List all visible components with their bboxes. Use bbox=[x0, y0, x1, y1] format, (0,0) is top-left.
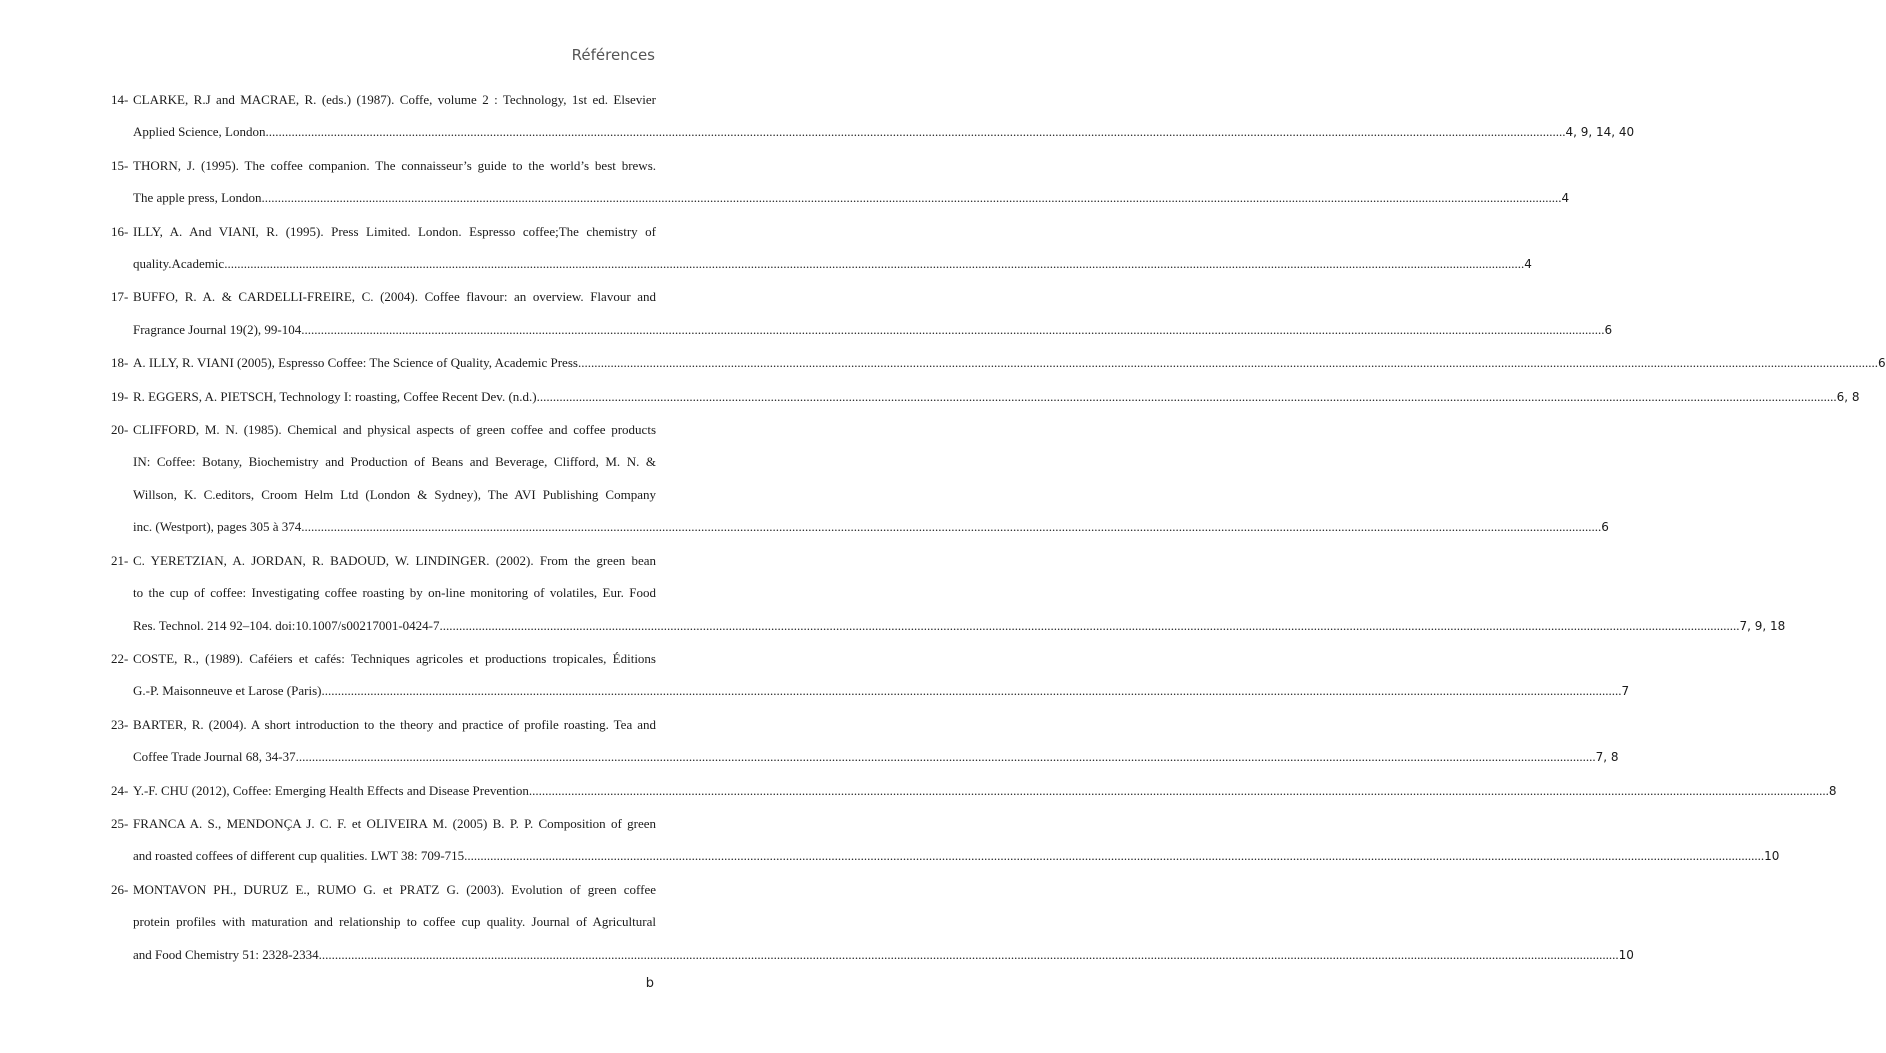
reference-page-numbers: 6 bbox=[1604, 322, 1613, 337]
reference-text-line: BUFFO, R. A. & CARDELLI-FREIRE, C. (2004). Coffee flavour: an overview. Flavour and bbox=[133, 289, 656, 305]
reference-number: 20- bbox=[111, 422, 129, 438]
reference-page-numbers: 4 bbox=[1524, 257, 1532, 272]
reference-page-numbers: 4, 9, 14, 40 bbox=[1565, 125, 1635, 140]
reference-text-line: THORN, J. (1995). The coffee companion. The connaisseur’s guide to the world’s best brews. bbox=[133, 157, 656, 173]
dot-leader: ................................................................................................................................................................................................................................................................................................................................................................................................................ bbox=[301, 519, 1602, 535]
dot-leader: ................................................................................................................................................................................................................................................................................................................................................................................................................ bbox=[304, 321, 1605, 337]
reference-text-line: A. ILLY, R. VIANI (2005), Espresso Coffee: The Science of Quality, Academic Press bbox=[133, 355, 578, 371]
reference-entry bbox=[111, 347, 1886, 379]
reference-text-line: IN: Coffee: Botany, Biochemistry and Production of Beans and Beverage, Clifford, M. N. & bbox=[133, 454, 656, 470]
reference-entry bbox=[111, 281, 1613, 346]
reference-last-line bbox=[133, 116, 1635, 148]
dot-leader: ................................................................................................................................................................................................................................................................................................................................................................................................................ bbox=[321, 683, 1622, 699]
reference-text-line: C. YERETZIAN, A. JORDAN, R. BADOUD, W. LINDINGER. (2002). From the green bean bbox=[133, 552, 656, 568]
reference-last-line bbox=[133, 248, 1532, 280]
reference-text-line: COSTE, R., (1989). Caféiers et cafés: Techniques agricoles et productions tropicales, Éditions bbox=[133, 650, 656, 666]
reference-page-numbers: 6 bbox=[1601, 520, 1609, 535]
reference-number: 22- bbox=[111, 650, 129, 666]
reference-text-line: Y.-F. CHU (2012), Coffee: Emerging Health Effects and Disease Prevention bbox=[133, 782, 529, 798]
reference-last-line bbox=[133, 741, 1619, 773]
reference-entry bbox=[111, 709, 1619, 774]
reference-text-line: and Food Chemistry 51: 2328-2334 bbox=[133, 946, 319, 962]
reference-last-line bbox=[133, 347, 1886, 379]
reference-number: 18- bbox=[111, 355, 129, 371]
reference-page-numbers: 7 bbox=[1621, 684, 1630, 699]
reference-text-line: FRANCA A. S., MENDONÇA J. C. F. et OLIVEIRA M. (2005) B. P. P. Composition of green bbox=[133, 815, 656, 831]
reference-page-numbers: 8 bbox=[1828, 783, 1837, 798]
reference-page-numbers: 6, 8 bbox=[1836, 389, 1860, 404]
reference-text-line: and roasted coffees of different cup qualities. LWT 38: 709-715 bbox=[133, 848, 465, 864]
dot-leader: ................................................................................................................................................................................................................................................................................................................................................................................................................ bbox=[577, 355, 1878, 371]
reference-text-line: Fragrance Journal 19(2), 99-104. bbox=[133, 321, 305, 337]
reference-number: 21- bbox=[111, 552, 129, 568]
reference-entry bbox=[111, 545, 1786, 642]
dot-leader: ................................................................................................................................................................................................................................................................................................................................................................................................................ bbox=[464, 848, 1765, 864]
reference-text-line: R. EGGERS, A. PIETSCH, Technology I: roasting, Coffee Recent Dev. (n.d.) bbox=[133, 388, 537, 404]
dot-leader: ................................................................................................................................................................................................................................................................................................................................................................................................................ bbox=[265, 124, 1566, 140]
dot-leader: ................................................................................................................................................................................................................................................................................................................................................................................................................ bbox=[261, 190, 1562, 206]
reference-last-line bbox=[133, 675, 1630, 707]
reference-text-line: quality.Academic bbox=[133, 256, 225, 272]
reference-entry bbox=[111, 643, 1630, 708]
reference-last-line bbox=[133, 775, 1837, 807]
reference-number: 25- bbox=[111, 815, 129, 831]
reference-text-line: Willson, K. C.editors, Croom Helm Ltd (London & Sydney), The AVI Publishing Company bbox=[133, 486, 656, 502]
reference-list bbox=[111, 84, 1886, 972]
reference-text-line: to the cup of coffee: Investigating coffee roasting by on-line monitoring of volatiles, Eur. Food bbox=[133, 585, 656, 601]
reference-entry bbox=[111, 414, 1609, 544]
reference-number: 24- bbox=[111, 782, 129, 798]
reference-text-line: Applied Science, London bbox=[133, 124, 266, 140]
reference-number: 15- bbox=[111, 157, 129, 173]
reference-last-line bbox=[133, 939, 1634, 971]
reference-text-line: ILLY, A. And VIANI, R. (1995). Press Limited. London. Espresso coffee;The chemistry of bbox=[133, 223, 656, 239]
reference-page-numbers: 10 bbox=[1618, 947, 1634, 962]
reference-text-line: The apple press, London bbox=[133, 190, 262, 206]
reference-page-numbers: 6 bbox=[1877, 356, 1886, 371]
reference-last-line bbox=[133, 314, 1613, 346]
reference-page-numbers: 10 bbox=[1764, 849, 1780, 864]
reference-text-line: protein profiles with maturation and relationship to coffee cup quality. Journal of Agricultural bbox=[133, 914, 656, 930]
dot-leader: ................................................................................................................................................................................................................................................................................................................................................................................................................ bbox=[536, 388, 1837, 404]
reference-entry bbox=[111, 150, 1570, 215]
reference-page-numbers: 7, 9, 18 bbox=[1739, 618, 1786, 633]
dot-leader: ................................................................................................................................................................................................................................................................................................................................................................................................................ bbox=[318, 946, 1619, 962]
reference-number: 16- bbox=[111, 223, 129, 239]
reference-text-line: BARTER, R. (2004). A short introduction to the theory and practice of profile roasting. Tea and bbox=[133, 716, 656, 732]
reference-entry bbox=[111, 874, 1634, 971]
reference-page-numbers: 4 bbox=[1561, 191, 1570, 206]
dot-leader: ................................................................................................................................................................................................................................................................................................................................................................................................................ bbox=[295, 749, 1596, 765]
reference-entry bbox=[111, 84, 1635, 149]
reference-number: 26- bbox=[111, 881, 129, 897]
reference-text-line: Coffee Trade Journal 68, 34-37 bbox=[133, 749, 296, 765]
page-number: b bbox=[645, 976, 654, 991]
reference-text-line: Res. Technol. 214 92–104. doi:10.1007/s00217001-0424-7 bbox=[133, 617, 440, 633]
reference-number: 19- bbox=[111, 388, 129, 404]
reference-text-line: MONTAVON PH., DURUZ E., RUMO G. et PRATZ G. (2003). Evolution of green coffee bbox=[133, 881, 656, 897]
reference-number: 14- bbox=[111, 92, 129, 107]
reference-text-line: CLIFFORD, M. N. (1985). Chemical and physical aspects of green coffee and coffee products bbox=[133, 422, 656, 438]
page-header-title: Références bbox=[571, 46, 655, 64]
reference-number: 23- bbox=[111, 716, 129, 732]
reference-page-numbers: 7, 8 bbox=[1595, 750, 1619, 765]
dot-leader: ................................................................................................................................................................................................................................................................................................................................................................................................................ bbox=[528, 782, 1829, 798]
reference-text-line: inc. (Westport), pages 305 à 374 bbox=[133, 519, 302, 535]
reference-last-line bbox=[133, 182, 1570, 214]
reference-text-line: G.-P. Maisonneuve et Larose (Paris) bbox=[133, 683, 322, 699]
reference-last-line bbox=[133, 610, 1786, 642]
reference-last-line bbox=[133, 381, 1860, 413]
dot-leader: ................................................................................................................................................................................................................................................................................................................................................................................................................ bbox=[439, 617, 1740, 633]
reference-last-line bbox=[133, 840, 1780, 872]
reference-entry bbox=[111, 775, 1837, 807]
reference-text-line: CLARKE, R.J and MACRAE, R. (eds.) (1987). Coffe, volume 2 : Technology, 1st ed. Elsevier bbox=[133, 92, 656, 107]
reference-entry bbox=[111, 808, 1780, 873]
dot-leader: ................................................................................................................................................................................................................................................................................................................................................................................................................ bbox=[224, 256, 1525, 272]
reference-number: 17- bbox=[111, 289, 129, 305]
reference-entry bbox=[111, 381, 1860, 413]
reference-entry bbox=[111, 216, 1532, 281]
reference-last-line bbox=[133, 511, 1609, 543]
